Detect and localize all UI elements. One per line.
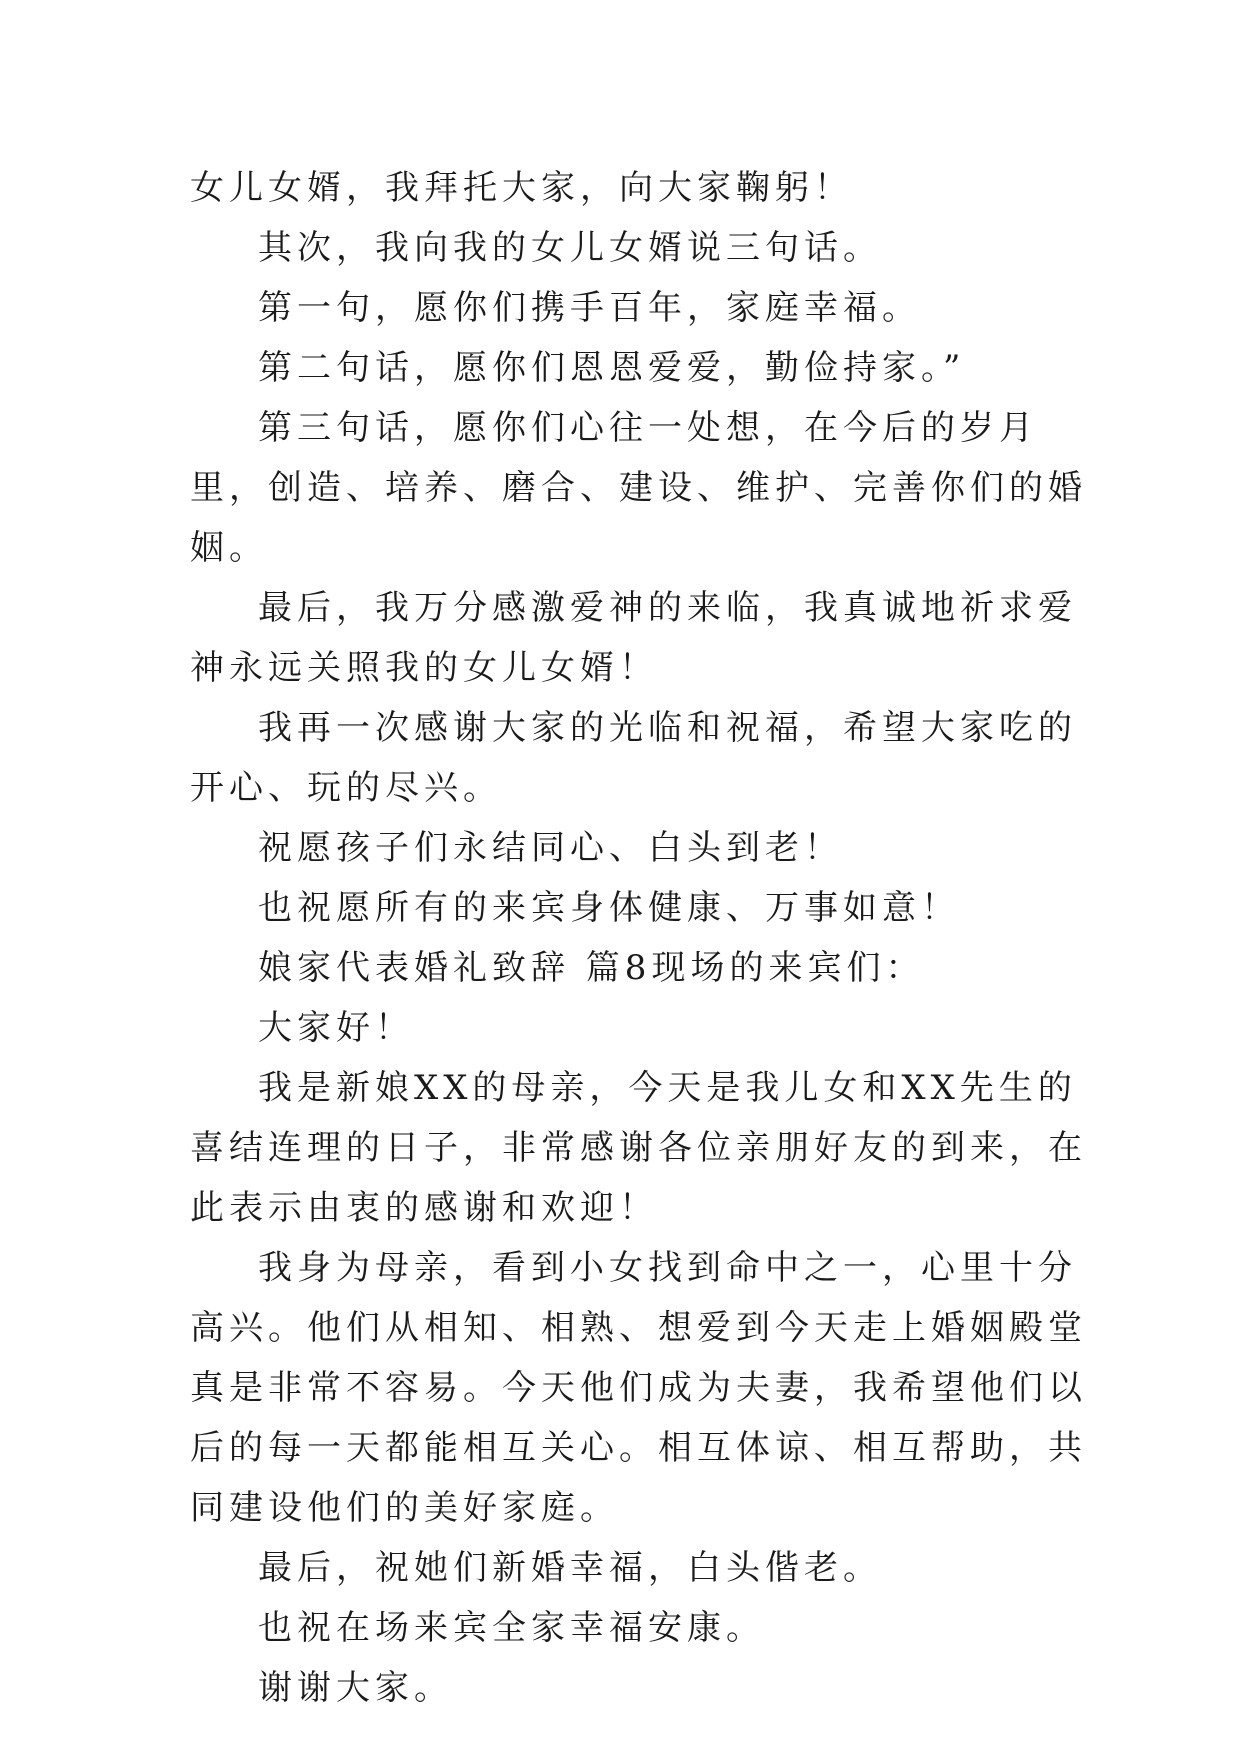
paragraph: 女儿女婿，我拜托大家，向大家鞠躬！ (190, 168, 853, 208)
paragraph: 我再一次感谢大家的光临和祝福，希望大家吃的开心、玩的尽兴。 (190, 708, 1077, 808)
paragraph: 谢谢大家。 (258, 1668, 453, 1708)
paragraph: 其次，我向我的女儿女婿说三句话。 (258, 228, 882, 268)
paragraph: 也祝在场来宾全家幸福安康。 (258, 1608, 765, 1648)
paragraph: 我是新娘XX的母亲，今天是我儿女和XX先生的喜结连理的日子，非常感谢各位亲朋好友的到来，在此表示由衷的感谢和欢迎！ (190, 1068, 1087, 1228)
section-heading: 娘家代表婚礼致辞 篇8现场的来宾们： (258, 948, 925, 988)
paragraph: 祝愿孩子们永结同心、白头到老！ (258, 828, 843, 868)
paragraph: 最后，我万分感激爱神的来临，我真诚地祈求爱神永远关照我的女儿女婿！ (190, 588, 1077, 688)
paragraph: 第三句话，愿你们心往一处想，在今后的岁月里，创造、培养、磨合、建设、维护、完善你们的婚姻。 (190, 408, 1087, 568)
paragraph: 第二句话，愿你们恩恩爱爱，勤俭持家。” (258, 348, 966, 388)
paragraph: 第一句，愿你们携手百年，家庭幸福。 (258, 288, 921, 328)
paragraph: 最后，祝她们新婚幸福，白头偕老。 (258, 1548, 882, 1588)
paragraph: 我身为母亲，看到小女找到命中之一，心里十分高兴。他们从相知、相熟、想爱到今天走上婚姻殿堂真是非常不容易。今天他们成为夫妻，我希望他们以后的每一天都能相互关心。相互体谅、相互帮助，共同建设他们的美好家庭。 (190, 1248, 1087, 1528)
document-body (190, 158, 1090, 1718)
paragraph: 也祝愿所有的来宾身体健康、万事如意！ (258, 888, 960, 928)
paragraph: 大家好！ (258, 1008, 414, 1048)
